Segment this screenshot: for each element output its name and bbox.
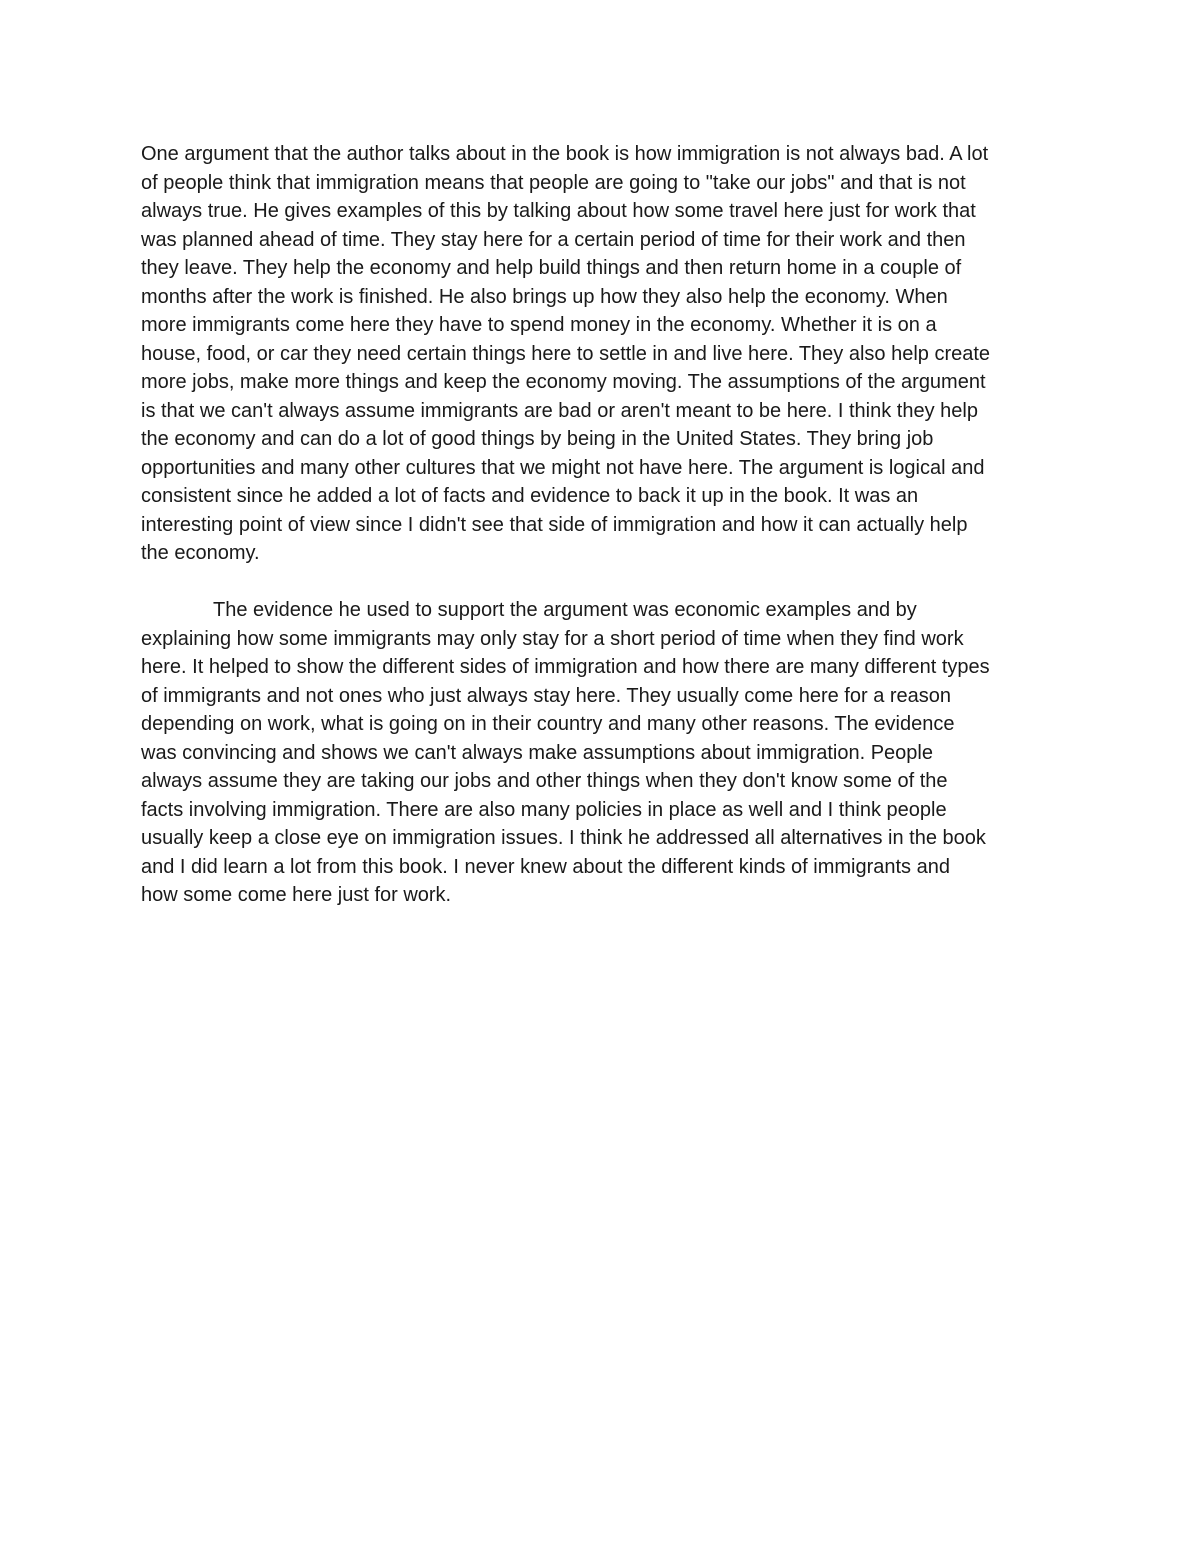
paragraph-1: One argument that the author talks about in the book is how immigration is not always bad. A lot of people think that immigration means that people are going to "take our jobs" and that is not always true. He gives examples of this by talking about how some travel here just for work that was planned ahead of time. They stay here for a certain period of time for their work and then they leave. They help the economy and help build things and then return home in a couple of months after the work is finished. He also brings up how they also help the economy. When more immigrants come here they have to spend money in the economy. Whether it is on a house, food, or car they need certain things here to settle in and live here. They also help create more jobs, make more things and keep the economy moving. The assumptions of the argument is that we can't always assume immigrants are bad or aren't meant to be here. I think they help the economy and can do a lot of good things by being in the United States. They bring job opportunities and many other cultures that we might not have here. The argument is logical and consistent since he added a lot of facts and evidence to back it up in the book. It was an interesting point of view since I didn't see that side of immigration and how it can actually help the economy.: [141, 143, 991, 564]
paragraph-2: The evidence he used to support the argument was economic examples and by explaining how some immigrants may only stay for a short period of time when they find work here. It helped to show the different sides of immigration and how there are many different types of immigrants and not ones who just always stay here. They usually come here for a reason depending on work, what is going on in their country and many other reasons. The evidence was convincing and shows we can't always make assumptions about immigration. People always assume they are taking our jobs and other things when they don't know some of the facts involving immigration. There are also many policies in place as well and I think people usually keep a close eye on immigration issues. I think he addressed all alternatives in the book and I did learn a lot from this book. I never knew about the different kinds of immigrants and how some come here just for work.: [141, 599, 990, 906]
document-body: [141, 140, 1071, 910]
